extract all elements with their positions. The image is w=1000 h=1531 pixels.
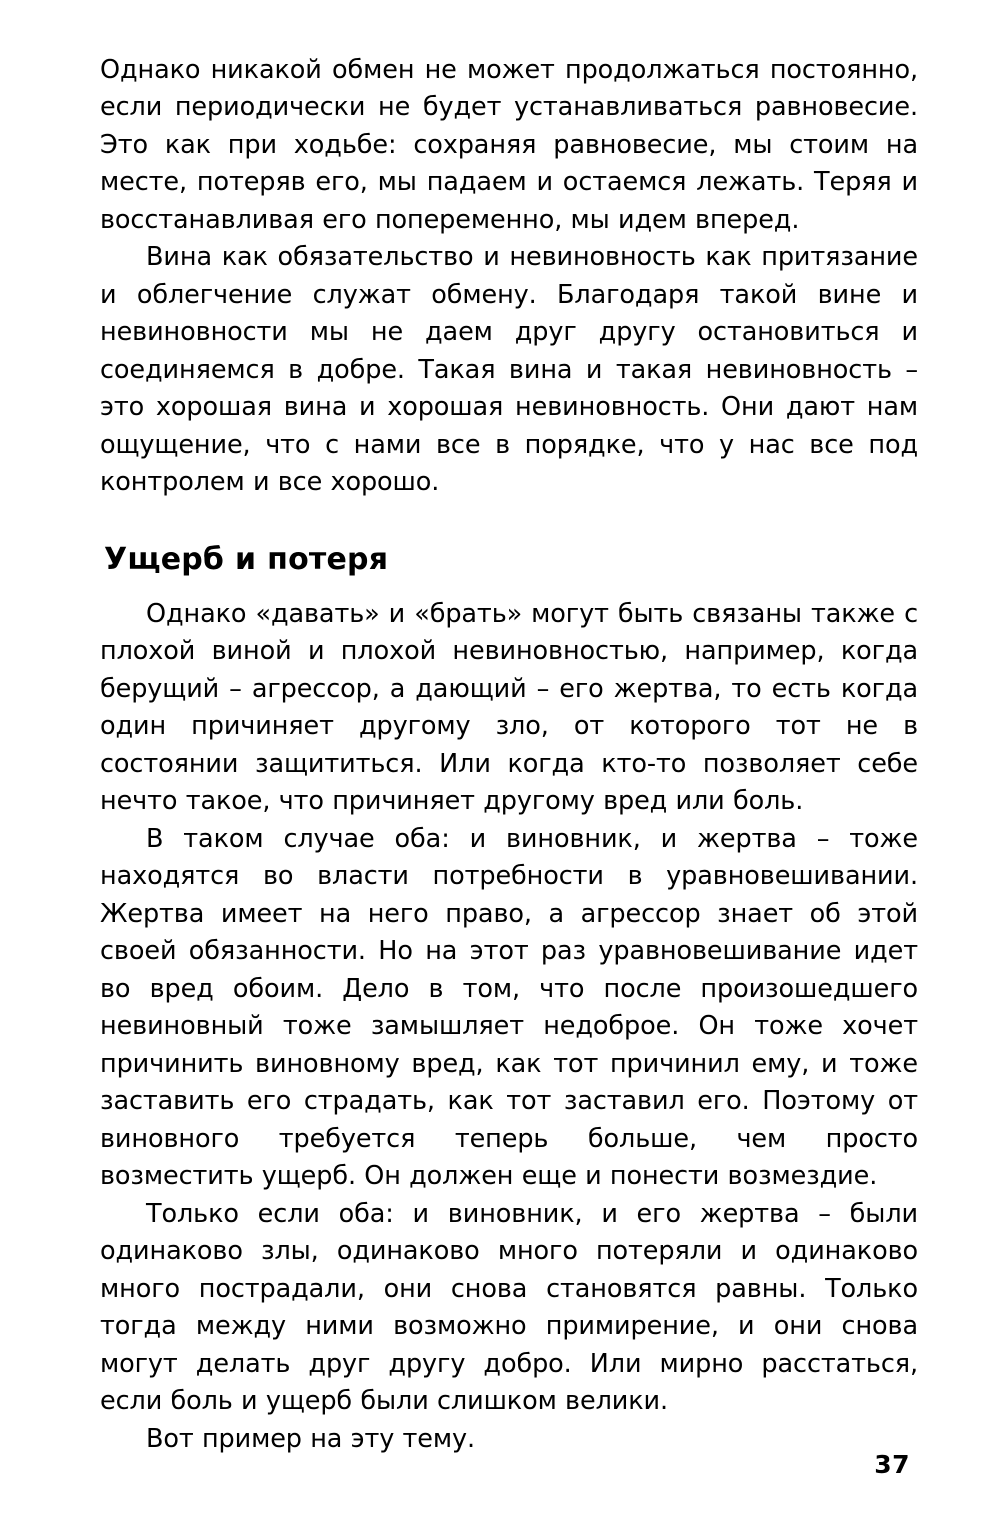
page-number: 37 [874,1450,910,1479]
paragraph-2: Вина как обязательство и невиновность как притязание и облегчение служат обмену. Благодаря такой вине и невиновности мы не даем друг другу остановиться и соединяемся в добре. Такая вина и такая невиновность – это хорошая вина и хорошая невиновность. Они дают нам ощущение, что с нами все в порядке, что у нас все под контролем и все хорошо. [100,242,918,498]
page-body [100,52,918,1458]
paragraph-3: Однако «давать» и «брать» могут быть связаны также с плохой виной и плохой невиновностью, например, когда берущий – агрессор, а дающий – его жертва, то есть когда один причиняет другому зло, от которого тот не в состоянии защититься. Или когда кто-то позволяет себе нечто такое, что причиняет другому вред или боль. [100,598,918,817]
paragraph-6: Вот пример на эту тему. [146,1423,476,1454]
paragraph-1: Однако никакой обмен не может продолжаться постоянно, если периодически не будет устанавливаться равновесие. Это как при ходьбе: сохраняя равновесие, мы стоим на месте, потеряв его, мы падаем и остаемся лежать. Теряя и восстанавливая его попеременно, мы идем вперед. [100,55,918,235]
section-heading: Ущерб и потеря [104,541,389,577]
paragraph-4: В таком случае оба: и виновник, и жертва – тоже находятся во власти потребности в уравновешивании. Жертва имеет на него право, а агрессор знает об этой своей обязанности. Но на этот раз уравновешивание идет во вред обоим. Дело в том, что после произошедшего невиновный тоже замышляет недоброе. Он тоже хочет причинить виновному вред, как тот причинил ему, и тоже заставить его страдать, как тот заставил его. Поэтому от виновного требуется теперь больше, чем просто возместить ущерб. Он должен еще и понести возмездие. [100,823,918,1192]
paragraph-5: Только если оба: и виновник, и его жертва – были одинаково злы, одинаково много потеряли и одинаково много пострадали, они снова становятся равны. Только тогда между ними возможно примирение, и они снова могут делать друг другу добро. Или мирно расстаться, если боль и ущерб были слишком велики. [100,1198,918,1417]
